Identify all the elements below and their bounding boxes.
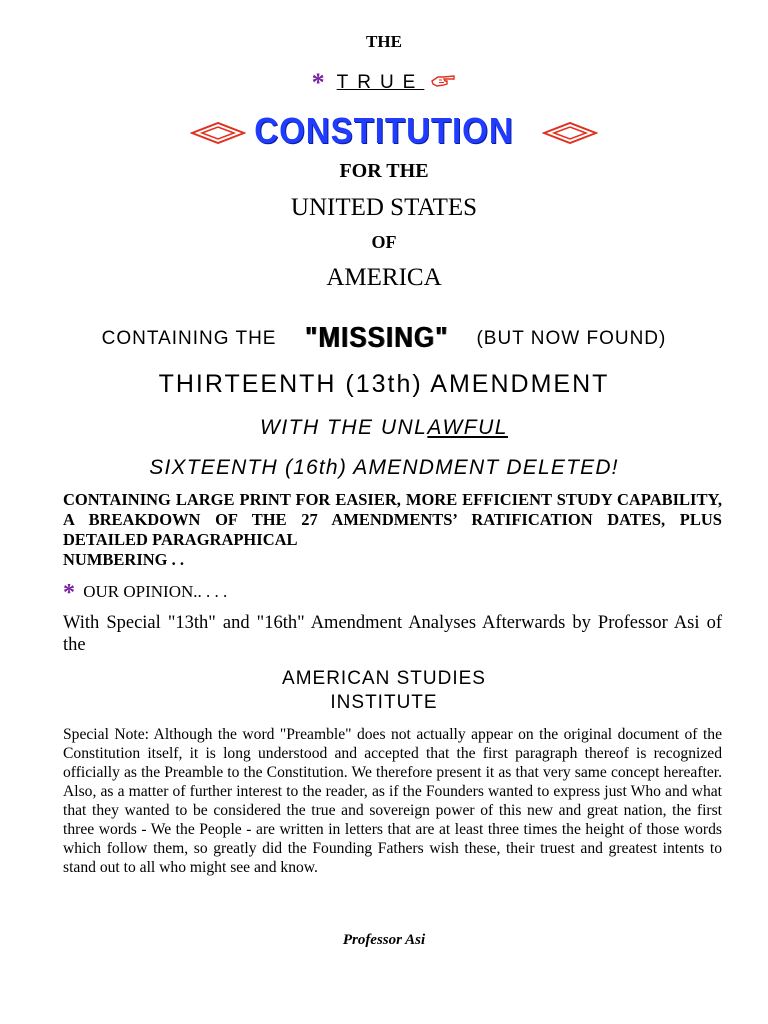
star-icon: * <box>63 580 75 606</box>
signature-professor-asi: Professor Asi <box>342 932 426 948</box>
title-true-row <box>0 68 768 98</box>
title-true: TRUE <box>336 72 425 93</box>
institute-heading <box>0 667 768 715</box>
title-constitution: CONSTITUTION <box>254 110 514 151</box>
missing-word: "MISSING" <box>304 320 449 354</box>
institute-line-1: AMERICAN STUDIES <box>282 668 486 689</box>
special-analyses-paragraph: With Special "13th" and "16th" Amendment Analyses Afterwards by Professor Asi of the <box>63 613 722 655</box>
with-the-un-text: WITH THE UNL <box>260 416 428 439</box>
pointing-hand-icon <box>430 73 456 94</box>
lawful-underlined-text: AWFUL <box>427 416 508 439</box>
opinion-line <box>63 580 227 607</box>
thirteenth-amendment-heading: THIRTEENTH (13th) AMENDMENT <box>158 370 610 398</box>
diamond-ornament-icon <box>542 122 598 149</box>
special-note-paragraph: Special Note: Although the word "Preamble" does not actually appear on the original document of the Constitution itself, it is long understood and accepted that the first paragraph thereof is recognized officially as the Preamble to the Constitution. We therefore present it as that very same concept hereafter. Also, as a matter of further interest to the reader, as if the Founders wanted to express just Who and what that they wanted to be considered the true and sovereign power of this new and great nation, the first three words - We the People - are written in letters that are at least three times the height of those words which follow them, so greatly did the Founding Fathers wish these, their truest and greatest intents to stand out to all who might see and know. <box>63 726 722 876</box>
large-print-text: CONTAINING LARGE PRINT FOR EASIER, MORE EFFICIENT STUDY CAPABILITY, A BREAKDOWN OF THE 27 AMENDMENTS’ RATIFICATION DATES, PLUS DETAILED PARAGRAPHICAL <box>63 490 722 549</box>
title-united-states: UNITED STATES <box>290 194 478 221</box>
title-the: THE <box>366 32 402 51</box>
opinion-text: OUR OPINION.. . . . <box>83 582 228 601</box>
title-constitution-row <box>0 108 768 160</box>
title-of: OF <box>371 232 397 252</box>
large-print-paragraph <box>63 490 722 570</box>
containing-line <box>0 322 768 353</box>
containing-the-text: CONTAINING THE <box>101 328 277 349</box>
large-print-last-line: NUMBERING . . <box>63 550 185 569</box>
institute-line-2: INSTITUTE <box>330 692 438 713</box>
but-now-found-text: (BUT NOW FOUND) <box>476 328 667 349</box>
sixteenth-amendment-heading: SIXTEENTH (16th) AMENDMENT DELETED! <box>149 456 619 479</box>
star-icon: * <box>311 68 325 97</box>
title-america: AMERICA <box>326 264 442 291</box>
title-for-the: FOR THE <box>339 160 429 182</box>
with-the-unlawful-heading <box>0 416 768 440</box>
